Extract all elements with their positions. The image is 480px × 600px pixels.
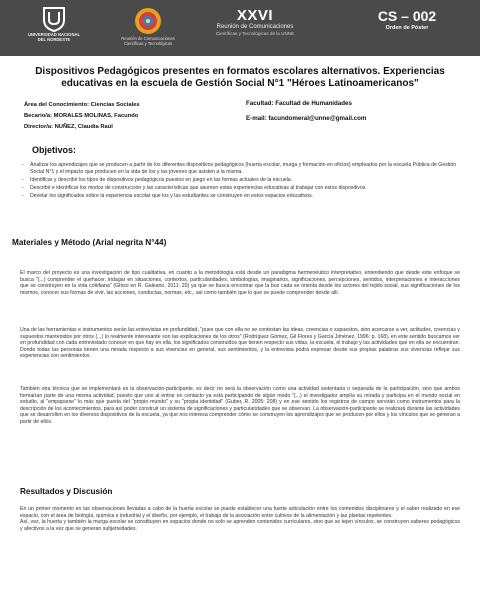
bullet-icon: - (22, 176, 24, 183)
unne-logo-text: UNIVERSIDAD NACIONAL DEL NORDESTE (27, 32, 81, 42)
poster-code: CS – 002 (377, 8, 437, 24)
resultados-body (20, 506, 460, 532)
bullet-icon: - (22, 184, 24, 191)
materiales-paragraph-3: También otra técnica que se implementará es la observación-participante, es decir no será la observación como una actividad sedentaria o separada de la participación, sino que ambos formarían parte de una misma actividad, puesto que uno al entrar en contacto ya está participando de algún modo "(...) el investigador amplía su mirada y participa en el mundo social en estudio, al "empaparse" lo más que pueda del "propio mundo" y su "propia identidad" (Guber, R. 2005: 208) y en ese sentido los registros de campo servirán como instrumentos para la descripción de los acontecimientos, para así poder construir un sistema de significaciones y particularidades que se observan. La observación-participante se realizará durante las actividades que se desarrollen en los diversos dispositivos de la escuela, ya que nos interesa comprender cómo se construyen los aprendizajes que se producen por ellos y los vínculos que se generan a partir de ellos. (20, 386, 460, 425)
bullet-icon: - (22, 162, 24, 168)
resultados-heading: Resultados y Discusión (20, 487, 113, 496)
reunion-logo (112, 6, 184, 46)
director-label: Director/a: NUÑEZ, Claudia Raúl (24, 124, 113, 130)
event-subtitle-2: Científicas y Tecnológicas de la UNNE (215, 31, 295, 36)
info-right (246, 100, 466, 130)
materiales-heading: Materiales y Método (Arial negrita N°44) (12, 238, 167, 247)
email-label: E-mail: facundomeral@unne@gmail.com (246, 115, 367, 122)
list-item: - Analizar los aprendizajes que se producen a partir de los diferentes dispositivos pedagógicos (huerta escolar, murga y formación en oficios) empleados por la escuela Pública de Gestión Social N°1 y el impacto que producen en la vida de los y las jóvenes que asisten a la misma. (22, 162, 457, 175)
event-title: XXVI (236, 7, 274, 24)
info-left (24, 102, 224, 135)
bullet-icon: - (22, 192, 24, 199)
reunion-logo-text: Reunión de Comunicaciones Científicas y Tecnológicas (121, 36, 175, 46)
header-bar (0, 0, 480, 56)
objetivos-heading: Objetivos: (32, 145, 77, 155)
materiales-paragraph-1: El marco del proyecto es una investigación de tipo cualitativa, en cuanto a la metodología está desde un paradigma hermenéutico interpretativo, entendiendo que desde este enfoque se busca "(...) comprender el quehacer, indagar en situaciones, contextos, particularidades, simbologías, imaginarios, significaciones, percepciones, sentidos, interpretaciones e interacciones que se construyen en la vida cotidiana" (Ghiso en R. Galeano, 2011: 20) ya que se busca encontrar que la bus cada se orienta desde los actores del tejido social, sus significaciones de los mismos, conocer sus formas de vivir, las acciones, conductas, normas, etc., asi como también que lo que se puede comprender desde allí. (20, 270, 460, 296)
list-item: - Develar los significados sobre la experiencia escolar que los y las estudiantes se construyen en estos espacios educativos. (22, 192, 314, 199)
unne-logo (24, 6, 84, 42)
resultados-paragraph-1: En un primer momento en las observaciones llevadas a cabo de la huerta escolar se puede establecer una fuerte articulación entre los contenidos disciplinares y el saber realizado en ese espacio, con el área de biología, química e industrial y el diseño, por ejemplo, el trabajo de la asociación entre cultivos de la alimentación y las plantas repelentes. (20, 506, 460, 519)
event-subtitle: Reunión de Comunicaciones (216, 24, 294, 30)
list-item: - Identificar y describir los tipos de dispositivos pedagógicos puestos en juego en las formas actuales de la escuela. (22, 176, 293, 183)
objetivos-list (22, 162, 466, 201)
area-label: Área del Conocimiento: Ciencias Sociales (24, 102, 140, 108)
list-item: - Describir e identificar los modos de construcción y las características que asumen estas experiencias educativas al trabajar con estos dispositivos. (22, 184, 367, 191)
resultados-paragraph-2: Así, vez, la huerta y también la murga escolar se constituyen en espacios donde no solo se aprenden contenidos curriculares, sino que se tejen vínculos, se construyen saberes pedagógicos y afectivos a la vez que se generan subjetividades. (20, 519, 460, 532)
facultad-label: Facultad: Facultad de Humanidades (246, 100, 352, 107)
becario-label: Becario/a: MORALES MOLINAS, Facundo (24, 113, 139, 119)
event-title-block (190, 8, 320, 37)
poster-code-block (352, 8, 462, 32)
poster-title: Dispositivos Pedagógicos presentes en formatos escolares alternativos. Experiencias educativas en la escuela de Gestión Social N°1 "Héroes Latinoamericanos" (35, 66, 445, 89)
poster-order: Orden de Póster (385, 25, 429, 31)
reunion-emblem-icon (133, 6, 163, 36)
materiales-paragraph-2: Una de las herramientas e instrumentos serán las entrevistas en profundidad, "pues que con ella no se contestan las ideas, creencias o supuestos, sino acercarse a ver, actitudes, creencias y supuestos mantenidos por otros (...) lo realmente interesante son las explicaciones de los otros" (Rodríguez Gómez, Gil Flores y García Jiménez, 1996: p. 168), en este sentido buscamos ver en profundidad con cada entrevistado conocer en que hay en ella, los significados construidos que tienen respecto sus vidas, la escuela, el trabajo y las actividades que en ella se encuentran. Donde todas las personas tienen una mirada respecto a sus vivencias en general, sus sentimientos, y la entrevista podrá expresar desde sus propias palabras sus vivencias reflejar sus experiencias con sentimientos. (20, 327, 460, 360)
unne-emblem-icon (41, 6, 67, 32)
